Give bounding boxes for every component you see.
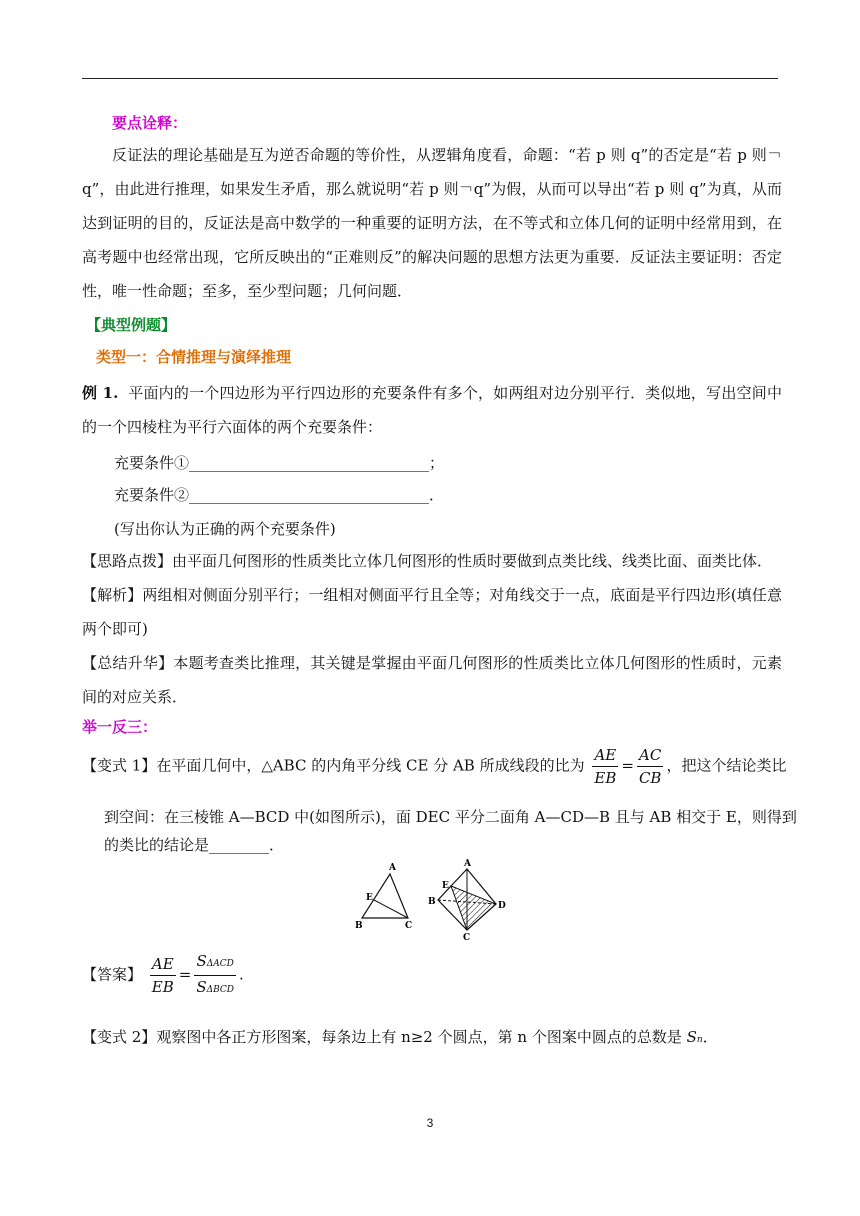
- geometry-figures: [350, 858, 520, 942]
- triangle-figure: [355, 863, 412, 931]
- pyramid-label-d: D: [498, 901, 506, 911]
- variant1-text-a: 在平面几何中，△ABC 的内角平分线 CE 分 AB 所成线段的比为: [156, 756, 585, 775]
- practice-heading: 举一反三：: [82, 718, 158, 736]
- hint-block: [82, 544, 782, 578]
- pyramid-figure: [428, 859, 506, 942]
- variant1-line3: 的类比的结论是________．: [104, 836, 285, 854]
- variant1-text-b: ，把这个结论类比: [666, 756, 787, 775]
- frac-numerator: AC: [637, 744, 664, 767]
- example1-note: (写出你认为正确的两个充要条件): [114, 520, 336, 538]
- variant1-line1: 【变式 1】在平面几何中，△ABC 的内角平分线 CE 分 AB 所成线段的比为 $\frac{AE}{EB}$ = $\frac{AC}{CB}$ ，把这个结论类比: [82, 746, 787, 787]
- example1-label: 例 1.: [82, 384, 119, 402]
- summary-tag: 【总结升华】: [82, 654, 174, 672]
- variant2-text: 观察图中各正方形图案，每条边上有 n≥2 个圆点，第 n 个图案中圆点的总数是: [156, 1028, 682, 1046]
- frac-numerator: AE: [592, 744, 618, 767]
- frac-denominator: SΔBCD: [196, 978, 235, 996]
- example1-cond2: 充要条件②________________________________．: [114, 486, 445, 504]
- pyramid-label-b: B: [428, 897, 436, 907]
- frac-numerator: SΔACD: [194, 950, 236, 976]
- analysis-block: [82, 578, 782, 646]
- variant1-tag: 【变式 1】: [82, 756, 157, 775]
- hint-text: 由平面几何图形的性质类比立体几何图形的性质时要做到点类比线、线类比面、面类比体．: [172, 552, 773, 570]
- frac-denominator: EB: [151, 978, 174, 996]
- triangle-label-c: C: [405, 921, 413, 931]
- header-rule: [82, 78, 778, 79]
- summary-block: [82, 646, 782, 714]
- variant1-fraction-left: [592, 744, 618, 789]
- example1-block: [82, 376, 782, 444]
- analysis-text: 两组相对侧面分别平行；一组相对侧面平行且全等；对角线交于一点，底面是平行四边形(填任意两个即可): [82, 586, 782, 638]
- type-one-heading: 类型一：合情推理与演绎推理: [96, 348, 292, 366]
- triangle-label-a: A: [389, 863, 396, 873]
- answer-fraction-right: [194, 950, 236, 1001]
- triangle-label-e: E: [366, 893, 373, 903]
- frac-denominator: CB: [638, 769, 662, 787]
- summary-text: 本题考查类比推理，其关键是掌握由平面几何图形的性质类比立体几何图形的性质时，元素间的对应关系．: [82, 654, 782, 706]
- section-note-heading: 要点诠释：: [112, 114, 188, 132]
- variant1-line2: 到空间：在三棱锥 A—BCD 中(如图所示)，面 DEC 平分二面角 A—CD—B 且与 AB 相交于 E，则得到: [104, 808, 797, 826]
- frac-numerator: AE: [150, 953, 176, 976]
- variant2-symbol: Sn: [686, 1028, 703, 1046]
- analysis-tag: 【解析】: [82, 586, 143, 604]
- typical-examples-heading: 【典型例题】: [86, 316, 177, 334]
- answer-tag: 【答案】: [82, 965, 143, 984]
- pyramid-label-e: E: [442, 881, 449, 891]
- variant2-line: 【变式 2】观察图中各正方形图案，每条边上有 n≥2 个圆点，第 n 个图案中圆点的总数是 Sn．: [82, 1028, 718, 1046]
- pyramid-label-a: A: [464, 859, 471, 869]
- pyramid-label-c: C: [463, 933, 471, 942]
- variant2-tag: 【变式 2】: [82, 1028, 157, 1046]
- triangle-label-b: B: [355, 921, 363, 931]
- example1-cond1: 充要条件①________________________________；: [114, 454, 445, 472]
- example1-text: 平面内的一个四边形为平行四边形的充要条件有多个，如两组对边分别平行．类似地，写出空间中的一个四棱柱为平行六面体的两个充要条件：: [82, 384, 782, 436]
- answer-line: 【答案】 $\frac{AE}{EB}$ = $\frac{\text{SΔACD}}{\text{SΔBCD}}$ .: [82, 950, 244, 1001]
- answer-fraction-left: [150, 953, 176, 998]
- frac-denominator: EB: [594, 769, 617, 787]
- section-note-paragraph: 反证法的理论基础是互为逆否命题的等价性，从逻辑角度看，命题：“若 p 则 q”的否定是“若 p 则￢q”，由此进行推理，如果发生矛盾，那么就说明“若 p 则￢q”为假，从而可以导出“若 p 则 q”为真，从而达到证明的目的，反证法是高中数学的一种重要的证明方法，在不等式和立体几何的证明中经常用到，在高考题中也经常出现，它所反映出的“正难则反”的解决问题的思想方法更为重要．反证法主要证明：否定性，唯一性命题；至多，至少型问题；几何问题．: [82, 146, 782, 300]
- variant1-fraction-right: [637, 744, 664, 789]
- page-number: 3: [426, 1116, 434, 1130]
- hint-tag: 【思路点拨】: [82, 552, 173, 570]
